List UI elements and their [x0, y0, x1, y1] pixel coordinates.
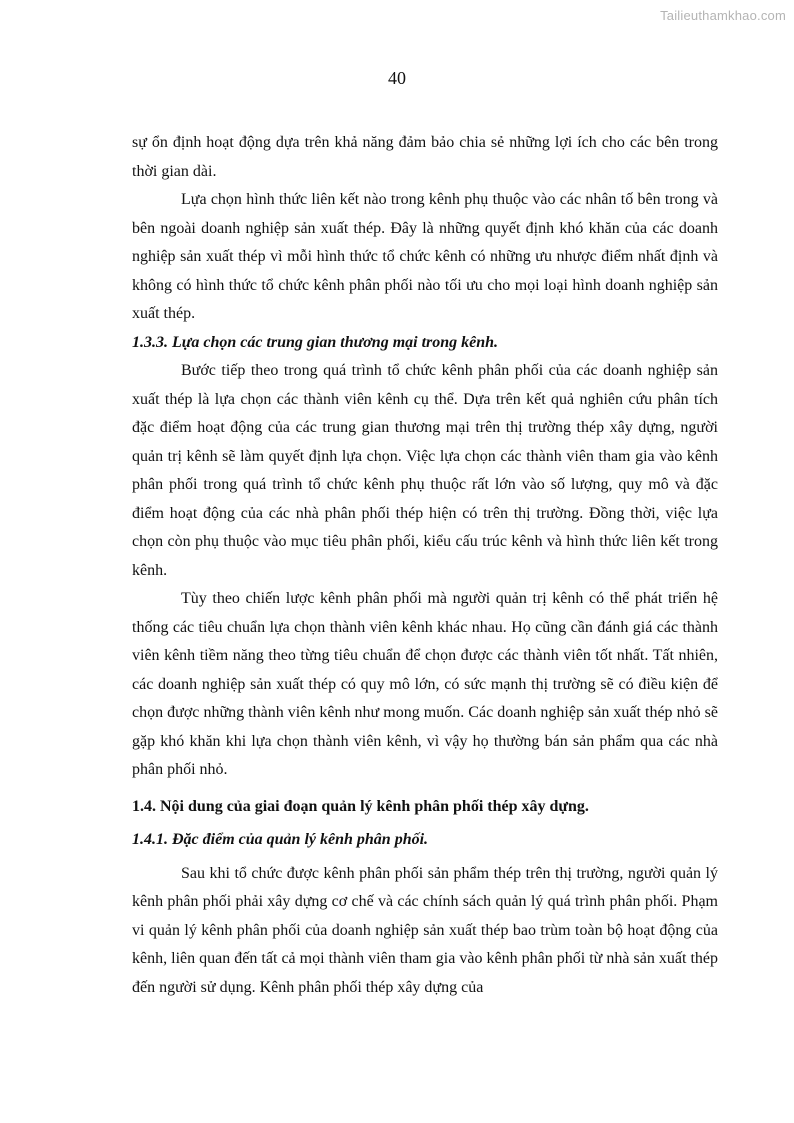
page-number: 40 — [388, 68, 406, 88]
paragraph: Bước tiếp theo trong quá trình tổ chức kênh phân phối của các doanh nghiệp sản xuất thép là lựa chọn các thành viên kênh cụ thể. Dựa trên kết quả nghiên cứu phân tích đặc điểm hoạt động của các trung gian thương mại trên thị trường thép xây dựng, người quản trị kênh sẽ làm quyết định lựa chọn. Việc lựa chọn các thành viên tham gia vào kênh phân phối trong quá trình tổ chức kênh phụ thuộc rất lớn vào số lượng, quy mô và đặc điểm hoạt động của các nhà phân phối thép hiện có trên thị trường. Đồng thời, việc lựa chọn còn phụ thuộc vào mục tiêu phân phối, kiểu cấu trúc kênh và hình thức liên kết trong kênh. — [132, 362, 718, 579]
paragraph: Lựa chọn hình thức liên kết nào trong kênh phụ thuộc vào các nhân tố bên trong và bên ngoài doanh nghiệp sản xuất thép. Đây là những quyết định khó khăn của các doanh nghiệp sản xuất thép vì mỗi hình thức tổ chức kênh có những ưu nhược điểm nhất định và không có hình thức tổ chức kênh phân phối nào tối ưu cho mọi loại hình doanh nghiệp sản xuất thép. — [132, 191, 718, 322]
paragraph: Tùy theo chiến lược kênh phân phối mà người quản trị kênh có thể phát triển hệ thống các tiêu chuẩn lựa chọn thành viên kênh khác nhau. Họ cũng cần đánh giá các thành viên kênh tiềm năng theo từng tiêu chuẩn để chọn được các thành viên tốt nhất. Tất nhiên, các doanh nghiệp sản xuất thép có quy mô lớn, có sức mạnh thị trường sẽ có điều kiện để chọn được những thành viên kênh như mong muốn. Các doanh nghiệp sản xuất thép nhỏ sẽ gặp khó khăn khi lựa chọn thành viên kênh, vì vậy họ thường bán sản phẩm qua các nhà phân phối nhỏ. — [132, 590, 718, 778]
paragraph-continued: sự ổn định hoạt động dựa trên khả năng đảm bảo chia sẻ những lợi ích cho các bên trong thời gian dài. — [132, 134, 718, 180]
document-body — [132, 129, 718, 1002]
section-heading-1-4-1: 1.4.1. Đặc điểm của quản lý kênh phân phối. — [132, 831, 429, 848]
section-heading-1-3-3: 1.3.3. Lựa chọn các trung gian thương mại trong kênh. — [132, 333, 499, 351]
watermark: Tailieuthamkhao.com — [660, 8, 786, 23]
paragraph: Sau khi tổ chức được kênh phân phối sản phẩm thép trên thị trường, người quản lý kênh phân phối phải xây dựng cơ chế và các chính sách quản lý quá trình phân phối. Phạm vi quản lý kênh phân phối của doanh nghiệp sản xuất thép bao trùm toàn bộ hoạt động của kênh, liên quan đến tất cả mọi thành viên tham gia vào kênh phân phối từ nhà sản xuất thép đến người sử dụng. Kênh phân phối thép xây dựng của — [132, 864, 718, 996]
section-heading-1-4: 1.4. Nội dung của giai đoạn quản lý kênh phân phối thép xây dựng. — [132, 797, 589, 815]
